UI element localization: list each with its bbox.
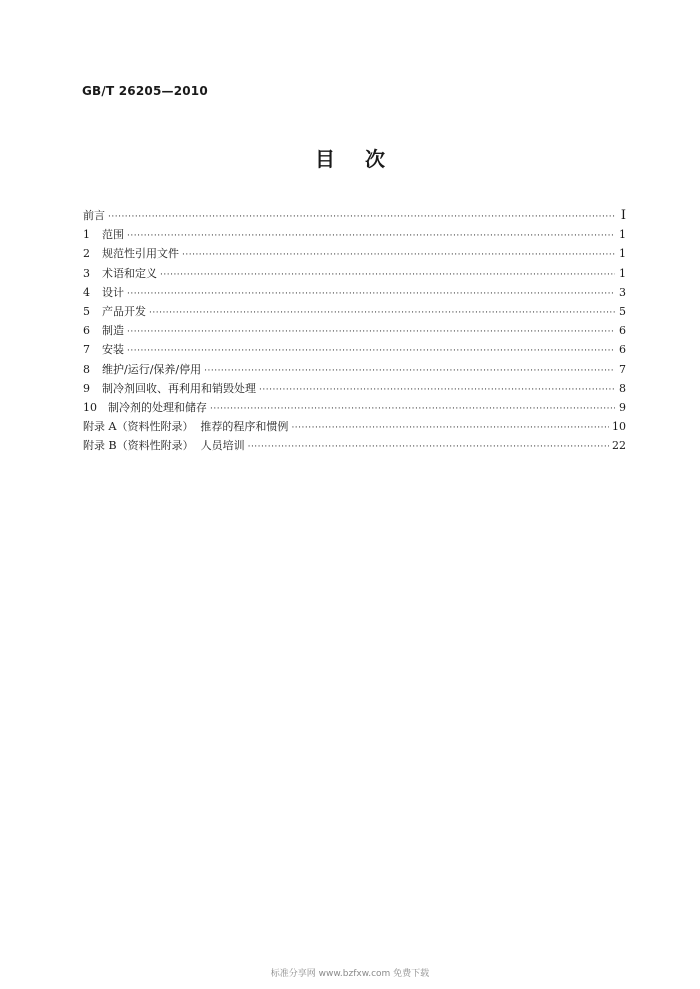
- toc-entry-label: 附录 A（资料性附录） 推荐的程序和惯例: [83, 420, 289, 434]
- toc-entry-page: 6: [619, 343, 626, 357]
- footer-watermark: 标准分享网 www.bzfxw.com 免费下载: [270, 969, 430, 979]
- toc-entry-10[interactable]: [83, 398, 626, 417]
- toc-entry-number: 1: [83, 228, 90, 242]
- toc-entry-page: 9: [619, 400, 626, 414]
- toc-entry-number: 9: [83, 381, 90, 395]
- toc-leader-dots: [149, 304, 615, 323]
- toc-entry-number: 2: [83, 247, 90, 261]
- toc-entry-page: 10: [612, 420, 626, 434]
- toc-leader-dots: [182, 246, 615, 265]
- toc-entry-2[interactable]: [83, 244, 626, 263]
- toc-entry-number: 5: [83, 304, 90, 318]
- toc-entry-7[interactable]: [83, 340, 626, 359]
- toc-entry-number: 3: [83, 266, 90, 280]
- toc-entry-5[interactable]: [83, 302, 626, 321]
- toc-entry-9[interactable]: [83, 379, 626, 398]
- toc-entry-label: 维护/运行/保养/停用: [102, 362, 202, 376]
- toc-leader-dots: [259, 381, 615, 400]
- toc-entry-label: 制造: [102, 324, 124, 338]
- toc-leader-dots: [108, 208, 615, 227]
- toc-entry-page: 1: [619, 228, 626, 242]
- toc-entry-label: 制冷剂的处理和储存: [108, 400, 207, 414]
- toc-entry-3[interactable]: [83, 264, 626, 283]
- toc-entry-1[interactable]: [83, 225, 626, 244]
- toc-entry-label: 设计: [102, 285, 124, 299]
- toc-entry-4[interactable]: [83, 283, 626, 302]
- toc-entry-page: 1: [619, 247, 626, 261]
- toc-entry-page: 8: [619, 381, 626, 395]
- toc-leader-dots: [291, 419, 609, 438]
- toc-entry-number: 7: [83, 343, 90, 357]
- toc-entry-label: 术语和定义: [102, 266, 157, 280]
- toc-entry-number: 8: [83, 362, 90, 376]
- toc-entry-label: 产品开发: [102, 304, 146, 318]
- toc-entry-page: 22: [612, 439, 626, 453]
- toc-leader-dots: [204, 362, 615, 381]
- toc-entry-6[interactable]: [83, 321, 626, 340]
- toc-leader-dots: [127, 323, 615, 342]
- toc-entry-label: 安装: [102, 343, 124, 357]
- standard-code: GB/T 26205—2010: [82, 84, 208, 98]
- toc-entry-label: 范围: [102, 228, 124, 242]
- toc-leader-dots: [248, 438, 609, 457]
- toc-leader-dots: [127, 285, 615, 304]
- page-title-left: 目: [315, 147, 335, 171]
- toc-entry-page: 3: [619, 285, 626, 299]
- toc-entry-label: 附录 B（资料性附录） 人员培训: [83, 439, 245, 453]
- toc-entry-label: 前言: [83, 209, 105, 222]
- toc-entry-appendix-b[interactable]: [83, 436, 626, 455]
- toc-leader-dots: [127, 227, 615, 246]
- toc-entry-label: 制冷剂回收、再利用和销毁处理: [102, 381, 256, 395]
- table-of-contents: [83, 206, 626, 455]
- toc-entry-page: 6: [619, 324, 626, 338]
- toc-entry-8[interactable]: [83, 360, 626, 379]
- toc-entry-page: 7: [619, 362, 626, 376]
- toc-entry-number: 6: [83, 324, 90, 338]
- toc-entry-page: 1: [619, 266, 626, 280]
- page-title-right: 次: [365, 147, 385, 171]
- toc-entry-page: 5: [619, 304, 626, 318]
- toc-entry-number: 10: [83, 400, 97, 414]
- toc-entry-foreword[interactable]: [83, 206, 626, 225]
- page-title: [0, 143, 700, 172]
- toc-entry-label: 规范性引用文件: [102, 247, 179, 261]
- toc-entry-page: Ⅰ: [620, 208, 626, 223]
- toc-entry-number: 4: [83, 285, 90, 299]
- toc-entry-appendix-a[interactable]: [83, 417, 626, 436]
- toc-leader-dots: [160, 266, 615, 285]
